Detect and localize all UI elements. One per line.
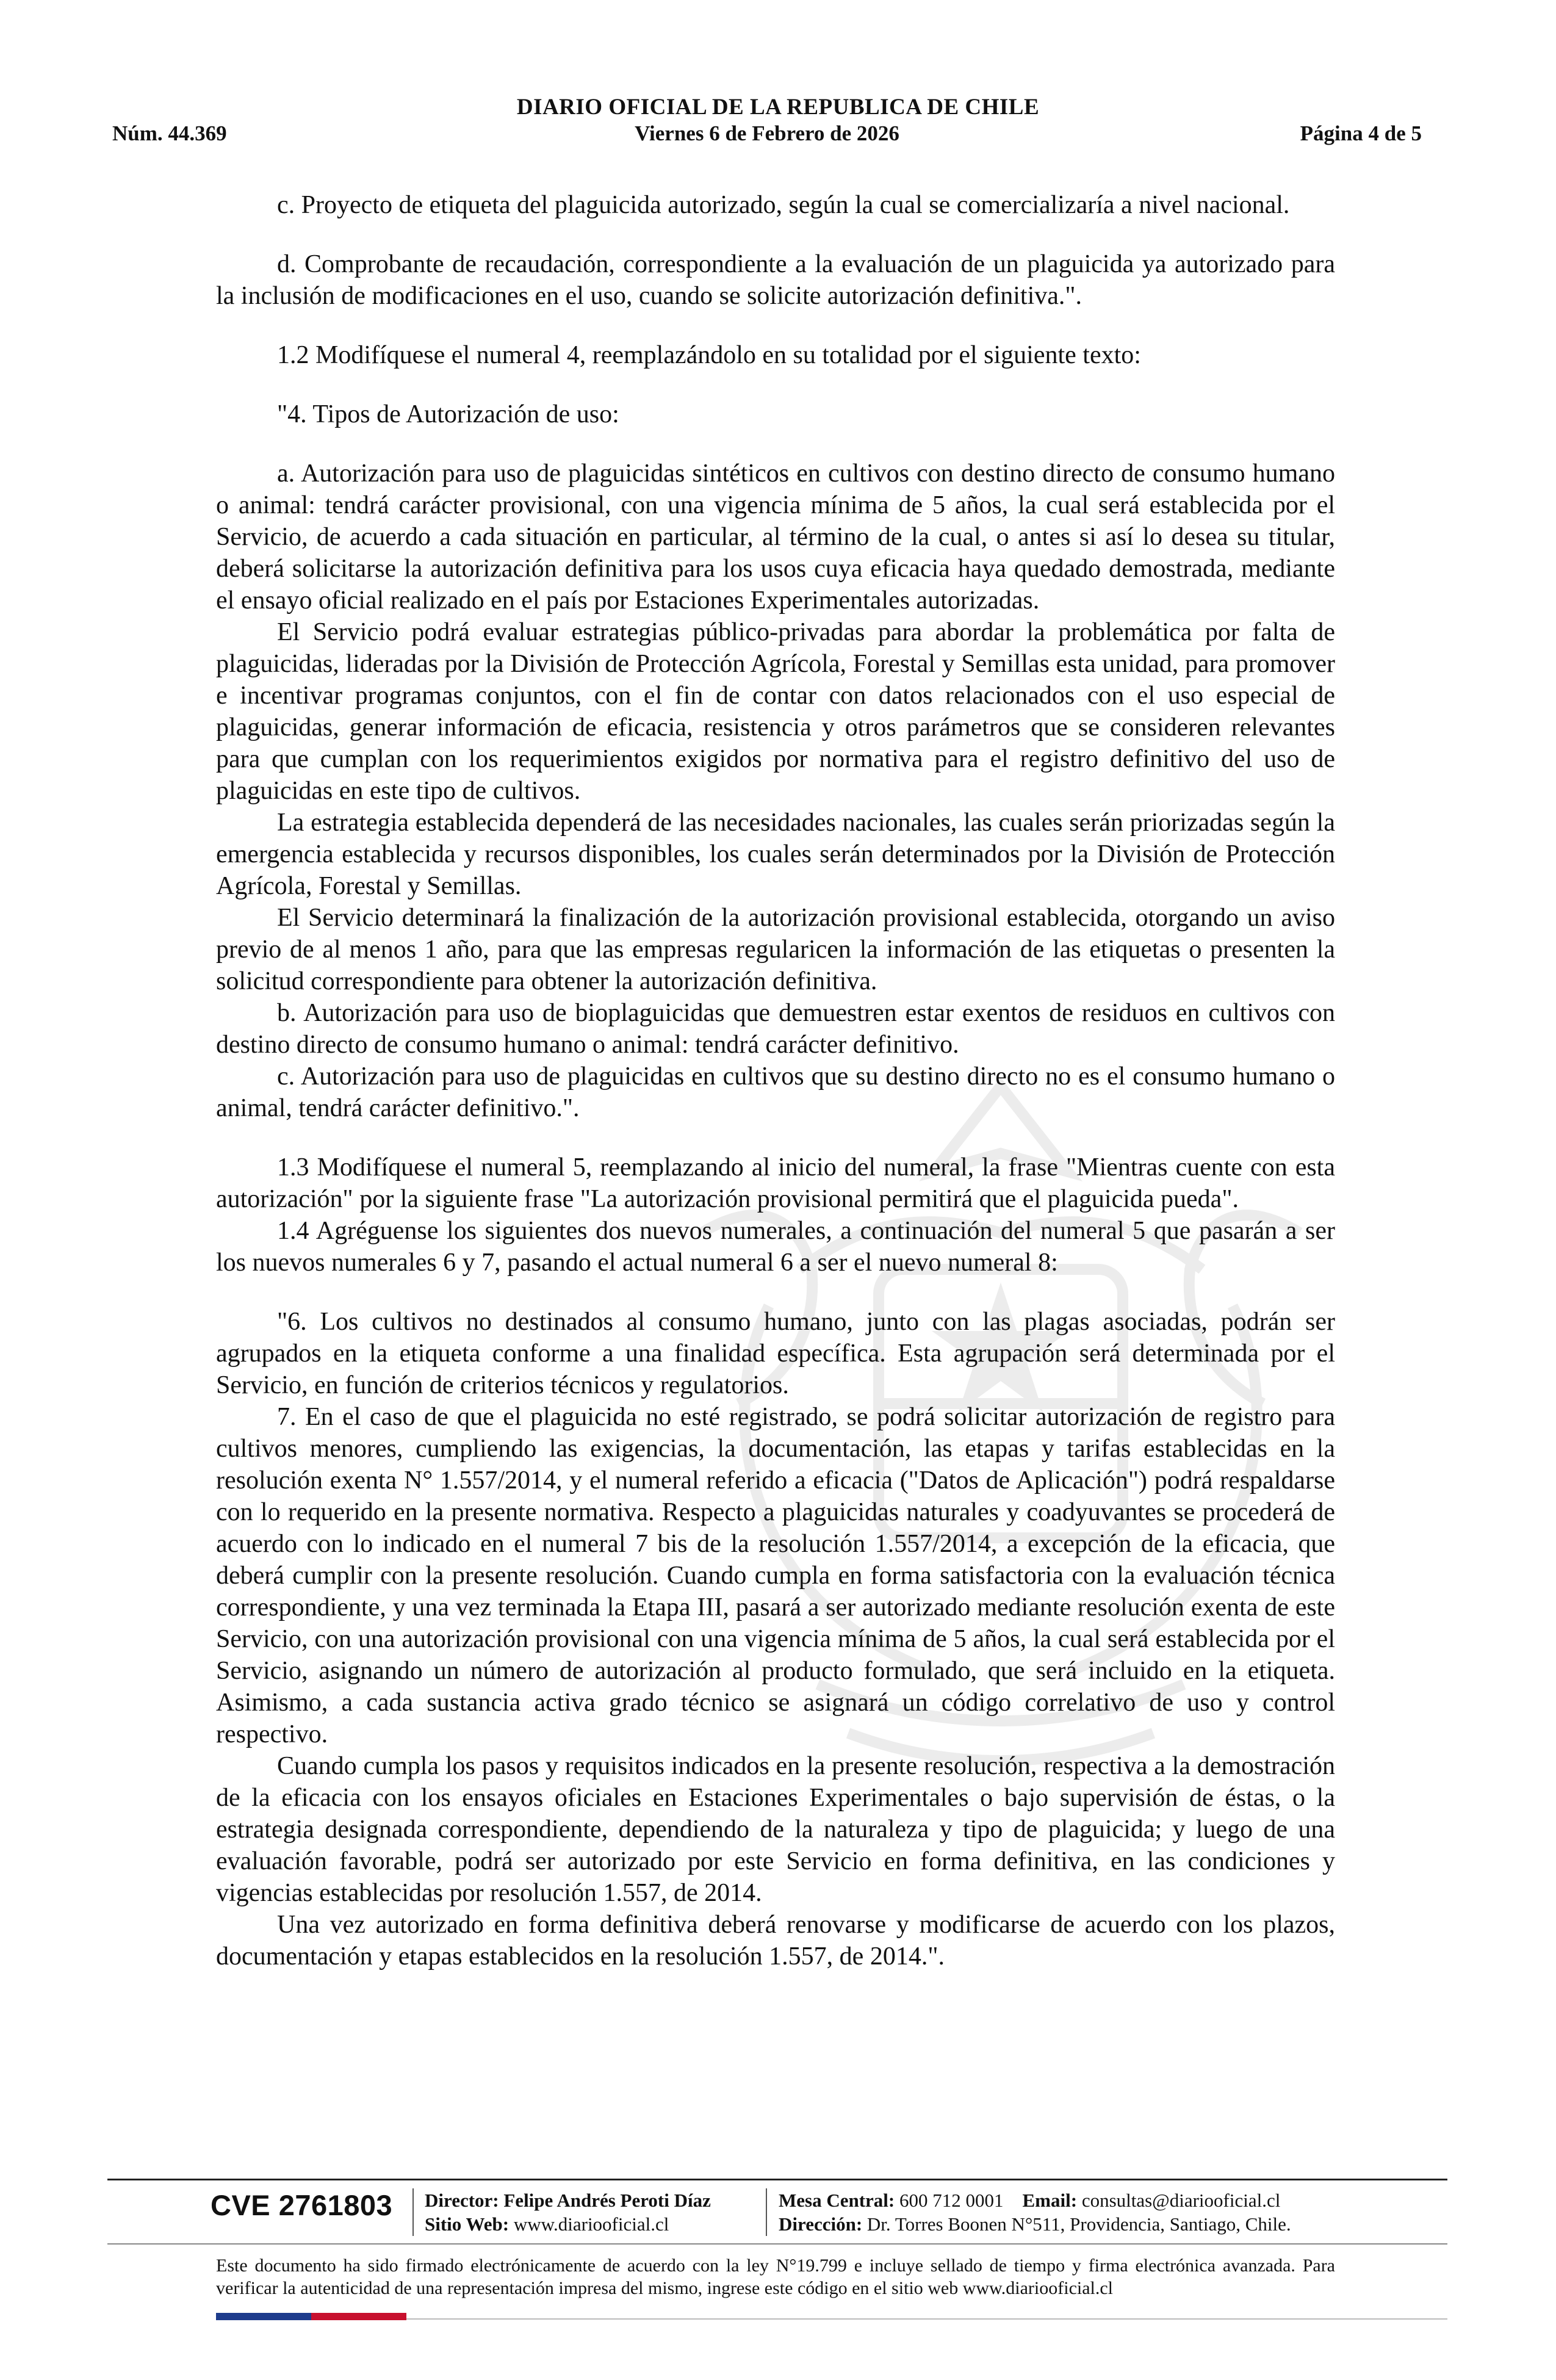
- director-name: Felipe Andrés Peroti Díaz: [503, 2190, 711, 2211]
- email-link[interactable]: consultas@diariooficial.cl: [1081, 2190, 1281, 2211]
- paragraph: El Servicio determinará la finalización de la autorización provisional establecida, otorgando un aviso previo de al menos 1 año, para que las empresas regularicen la información de las etiquetas o presenten la solicitud correspondiente para obtener la autorización definitiva.: [216, 904, 1335, 995]
- footer-rule: [107, 2179, 1447, 2180]
- paragraph: "6. Los cultivos no destinados al consumo humano, junto con las plagas asociadas, podrán ser agrupados en la etiqueta conforme a una finalidad específica. Esta agrupación será determinada por el Servicio, en función de criterios técnicos y regulatorios.: [216, 1308, 1335, 1399]
- paragraph: 1.3 Modifíquese el numeral 5, reemplazando al inicio del numeral, la frase "Mientras cuente con esta autorización" por la siguiente frase "La autorización provisional permitirá que el plaguicida pueda".: [216, 1153, 1335, 1213]
- flag-blue-segment: [216, 2313, 311, 2320]
- paragraph: "4. Tipos de Autorización de uso:: [277, 400, 619, 428]
- paragraph: c. Autorización para uso de plaguicidas en cultivos que su destino directo no es el consumo humano o animal, tendrá carácter definitivo.".: [216, 1062, 1335, 1122]
- site-label: Sitio Web:: [425, 2213, 510, 2235]
- address-label: Dirección:: [779, 2213, 863, 2235]
- footer-divider: [766, 2188, 767, 2236]
- flag-red-segment: [311, 2313, 406, 2320]
- email-label: Email:: [1022, 2190, 1078, 2211]
- paragraph: 1.2 Modifíquese el numeral 4, reemplazándolo en su totalidad por el siguiente texto:: [277, 341, 1141, 369]
- phone-value: 600 712 0001: [899, 2190, 1004, 2211]
- document-body: [216, 189, 1335, 1972]
- chile-flag-stripe: [216, 2313, 406, 2320]
- paragraph: Una vez autorizado en forma definitiva deberá renovarse y modificarse de acuerdo con los plazos, documentación y etapas establecidos en la resolución 1.557, de 2014.".: [216, 1911, 1335, 1971]
- footer-bottom-line: [406, 2318, 1447, 2320]
- footer-director-block: [425, 2188, 711, 2236]
- page-number: Página 4 de 5: [1300, 121, 1422, 145]
- issue-number: Núm. 44.369: [112, 121, 227, 145]
- paragraph: 7. En el caso de que el plaguicida no esté registrado, se podrá solicitar autorización de registro para cultivos menores, cumpliendo las exigencias, la documentación, las etapas y tarifas establecidas en la resolución exenta N° 1.557/2014, y el numeral referido a eficacia ("Datos de Aplicación") podrá respaldarse con lo requerido en la presente normativa. Respecto a plaguicidas naturales y coadyuvantes se procederá de acuerdo con lo indicado en el numeral 7 bis de la resolución 1.557/2014, a excepción de la eficacia, que deberá cumplir con la presente resolución. Cuando cumpla en forma satisfactoria con la evaluación técnica correspondiente, y una vez terminada la Etapa III, pasará a ser autorizado mediante resolución exenta de este Servicio, con una autorización provisional con una vigencia mínima de 5 años, la cual será establecida por el Servicio, asignando un número de autorización al producto formulado, que será incluido en la etiqueta. Asimismo, a cada sustancia activa grado técnico se asignará un código correlativo de uso y control respectivo.: [216, 1403, 1335, 1748]
- paragraph: c. Proyecto de etiqueta del plaguicida autorizado, según la cual se comercializaría a nivel nacional.: [277, 191, 1290, 219]
- paragraph: a. Autorización para uso de plaguicidas sintéticos en cultivos con destino directo de consumo humano o animal: tendrá carácter provisional, con una vigencia mínima de 5 años, la cual será establecida por el Servicio, de acuerdo a cada situación en particular, al término de la cual, o antes si así lo desea su titular, deberá solicitarse la autorización definitiva para los usos cuya eficacia haya quedado demostrada, mediante el ensayo oficial realizado en el país por Estaciones Experimentales autorizadas.: [216, 460, 1335, 615]
- address-value: Dr. Torres Boonen N°511, Providencia, Santiago, Chile.: [866, 2213, 1291, 2235]
- newspaper-title: DIARIO OFICIAL DE LA REPUBLICA DE CHILE: [516, 95, 1040, 120]
- paragraph: El Servicio podrá evaluar estrategias público-privadas para abordar la problemática por falta de plaguicidas, lideradas por la División de Protección Agrícola, Forestal y Semillas esta unidad, para promover e incentivar programas conjuntos, con el fin de contar con datos relacionados con el uso especial de plaguicidas, generar información de eficacia, resistencia y otros parámetros que se consideren relevantes para que cumplan con los requerimientos exigidos por normativa para el registro definitivo del uso de plaguicidas en este tipo de cultivos.: [216, 618, 1335, 805]
- paragraph: La estrategia establecida dependerá de las necesidades nacionales, las cuales serán priorizadas según la emergencia establecida y recursos disponibles, los cuales serán determinados por la División de Protección Agrícola, Forestal y Semillas.: [216, 809, 1335, 900]
- phone-label: Mesa Central:: [779, 2190, 895, 2211]
- site-link[interactable]: www.diariooficial.cl: [513, 2213, 669, 2235]
- paragraph: Cuando cumpla los pasos y requisitos indicados en la presente resolución, respectiva a la demostración de la eficacia con los ensayos oficiales en Estaciones Experimentales o bajo supervisión de éstas, o la estrategia designada correspondiente, dependiendo de la naturaleza y tipo de plaguicida; y luego de una evaluación favorable, podrá ser autorizado por este Servicio en forma definitiva, en las condiciones y vigencias establecidas por resolución 1.557, de 2014.: [216, 1752, 1335, 1907]
- paragraph: b. Autorización para uso de bioplaguicidas que demuestren estar exentos de residuos en cultivos con destino directo de consumo humano o animal: tendrá carácter definitivo.: [216, 999, 1335, 1059]
- issue-date: Viernes 6 de Febrero de 2026: [635, 121, 899, 145]
- cve-code: CVE 2761803: [211, 2189, 393, 2221]
- footer-divider: [412, 2188, 414, 2236]
- header-row: [112, 121, 1422, 146]
- footer-contact-block: [779, 2188, 1291, 2236]
- paragraph: d. Comprobante de recaudación, correspondiente a la evaluación de un plaguicida ya autorizado para la inclusión de modificaciones en el uso, cuando se solicite autorización definitiva.".: [216, 250, 1335, 310]
- footer-rule: [107, 2243, 1447, 2245]
- paragraph: 1.4 Agréguense los siguientes dos nuevos numerales, a continuación del numeral 5 que pasarán a ser los nuevos numerales 6 y 7, pasando el actual numeral 6 a ser el nuevo numeral 8:: [216, 1217, 1335, 1277]
- legal-notice: Este documento ha sido firmado electrónicamente de acuerdo con la ley N°19.799 e incluye sellado de tiempo y firma electrónica avanzada. Para verificar la autenticidad de una representación impresa del mismo, ingrese este código en el sitio web www.diariooficial.cl: [216, 2256, 1335, 2298]
- director-label: Director:: [425, 2190, 499, 2211]
